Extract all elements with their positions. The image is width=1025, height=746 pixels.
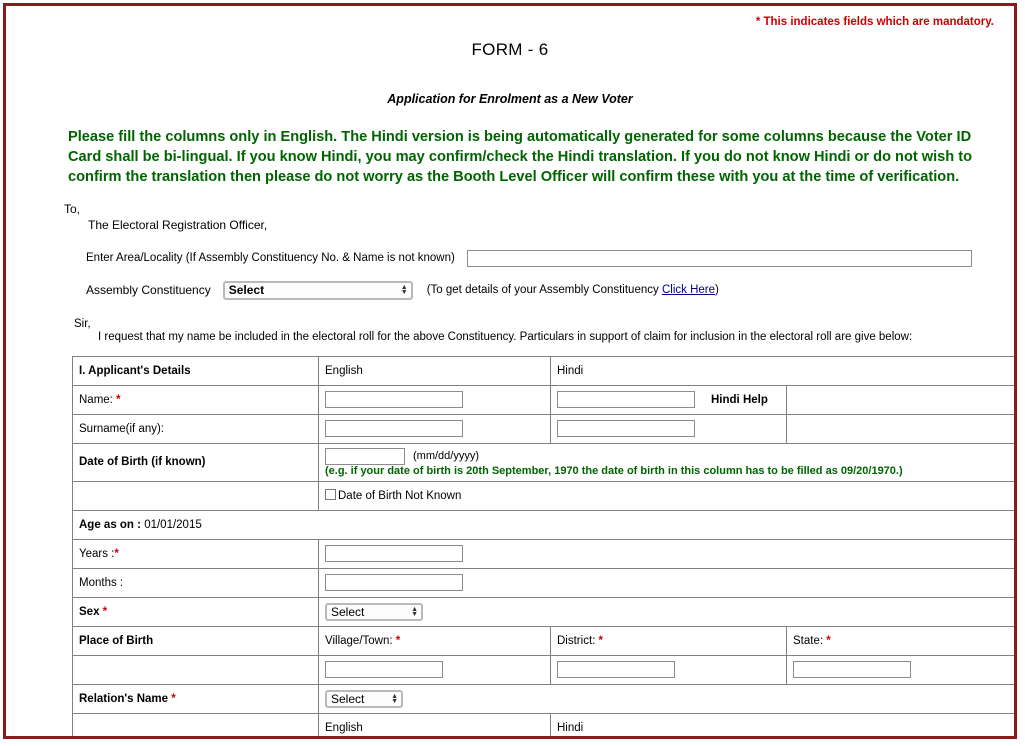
dob-example-note: (e.g. if your date of birth is 20th September, 1970 the date of birth in this column has to be filled as 09/20/1970.) xyxy=(325,464,903,477)
place-of-birth-empty-cell xyxy=(73,655,319,684)
months-label: Months : xyxy=(73,568,319,597)
table-row-relation xyxy=(73,684,1018,713)
select-arrows-icon: ▲ ▼ xyxy=(400,284,408,297)
district-input-cell xyxy=(551,655,787,684)
relation-label: Relation's Name xyxy=(79,692,169,705)
district-label: District: xyxy=(557,634,596,647)
table-row-place-of-birth-inputs xyxy=(73,655,1018,684)
dob-input[interactable] xyxy=(325,448,405,465)
assembly-constituency-help xyxy=(427,284,719,296)
dob-label: Date of Birth (if known) xyxy=(73,443,319,481)
years-required-asterisk: * xyxy=(114,547,119,560)
years-label: Years : xyxy=(79,547,115,560)
state-required-asterisk: * xyxy=(826,634,831,647)
months-input[interactable] xyxy=(325,574,463,591)
dob-format-hint: (mm/dd/yyyy) xyxy=(413,450,479,463)
name-empty-cell xyxy=(787,385,1018,414)
age-as-on-date: 01/01/2015 xyxy=(144,518,202,531)
name-hindi-cell xyxy=(551,385,787,414)
table-row-sex xyxy=(73,597,1018,626)
table-row-name xyxy=(73,385,1018,414)
form-subtitle: Application for Enrolment as a New Voter xyxy=(387,92,633,106)
hindi-help-link[interactable]: Hindi Help xyxy=(711,393,768,406)
sex-required-asterisk: * xyxy=(102,605,108,618)
district-required-asterisk: * xyxy=(598,634,604,647)
state-label: State: xyxy=(793,634,824,647)
surname-english-input[interactable] xyxy=(325,420,463,437)
english-column-header: English xyxy=(319,356,551,385)
name-label-cell xyxy=(73,385,319,414)
table-row-age-as-on xyxy=(73,510,1018,539)
ero-label: The Electoral Registration Officer, xyxy=(88,217,268,232)
relation-english-header: English xyxy=(319,713,551,739)
sex-label: Sex xyxy=(79,605,100,618)
dob-not-known-cell xyxy=(319,481,1018,510)
request-text: I request that my name be included in the electoral roll for the above Constituency. Particulars in support of claim for inclusion in the electoral roll are give below: xyxy=(98,330,913,343)
relation-selected-value: Select xyxy=(331,691,365,706)
village-input-cell xyxy=(319,655,551,684)
dob-not-known-checkbox[interactable] xyxy=(325,489,336,500)
years-input[interactable] xyxy=(325,545,463,562)
page-title: FORM - 6 xyxy=(471,40,549,59)
hindi-column-header: Hindi xyxy=(551,356,1018,385)
state-input-cell xyxy=(787,655,1018,684)
table-row-dob-not-known xyxy=(73,481,1018,510)
assembly-constituency-selected-value: Select xyxy=(228,283,265,298)
select-arrows-icon: ▲ ▼ xyxy=(391,692,398,705)
area-locality-row xyxy=(86,250,1000,267)
ac-note-after: ) xyxy=(715,284,719,297)
relation-headers-empty-cell xyxy=(73,713,319,739)
relation-label-cell xyxy=(73,684,319,713)
surname-hindi-cell xyxy=(551,414,787,443)
name-required-asterisk: * xyxy=(116,393,121,406)
name-label: Name: xyxy=(79,393,113,406)
relation-required-asterisk: * xyxy=(171,692,176,705)
district-input[interactable] xyxy=(557,661,675,678)
village-label: Village/Town: xyxy=(325,634,393,647)
relation-hindi-header: Hindi xyxy=(551,713,1018,739)
section-header-label: I. Applicant's Details xyxy=(73,356,319,385)
dob-not-known-empty-cell xyxy=(73,481,319,510)
sir-label: Sir, xyxy=(74,317,91,330)
village-label-cell xyxy=(319,626,551,655)
state-input[interactable] xyxy=(793,661,911,678)
table-row-months xyxy=(73,568,1018,597)
surname-english-cell xyxy=(319,414,551,443)
sex-select-cell xyxy=(319,597,1018,626)
table-row-dob xyxy=(73,443,1018,481)
table-row-years xyxy=(73,539,1018,568)
surname-empty-cell xyxy=(787,414,1018,443)
area-locality-label: Enter Area/Locality (If Assembly Constituency No. & Name is not known) xyxy=(86,252,455,265)
dob-not-known-label: Date of Birth Not Known xyxy=(338,490,462,503)
table-row-relation-headers xyxy=(73,713,1018,739)
select-arrows-icon: ▲ ▼ xyxy=(411,605,418,618)
surname-label: Surname(if any): xyxy=(73,414,319,443)
name-english-input[interactable] xyxy=(325,391,463,408)
sex-label-cell xyxy=(73,597,319,626)
months-input-cell xyxy=(319,568,1018,597)
sex-selected-value: Select xyxy=(331,604,365,619)
dob-input-cell xyxy=(319,443,1018,481)
age-as-on-label: Age as on : xyxy=(79,518,141,531)
sex-select[interactable] xyxy=(325,603,423,621)
name-english-cell xyxy=(319,385,551,414)
relation-select-cell xyxy=(319,684,1018,713)
table-row-surname xyxy=(73,414,1018,443)
village-required-asterisk: * xyxy=(395,634,401,647)
assembly-constituency-label: Assembly Constituency xyxy=(86,283,211,298)
area-locality-input[interactable] xyxy=(467,250,972,267)
table-row-place-of-birth-headers xyxy=(73,626,1018,655)
to-label: To, xyxy=(64,201,81,216)
district-label-cell xyxy=(551,626,787,655)
surname-hindi-input[interactable] xyxy=(557,420,695,437)
ac-note-before: (To get details of your Assembly Constituency xyxy=(426,284,662,297)
form-page-frame xyxy=(3,3,1017,739)
click-here-link[interactable]: Click Here xyxy=(661,284,715,297)
mandatory-fields-note: * This indicates fields which are mandatory. xyxy=(755,16,994,28)
state-label-cell xyxy=(787,626,1018,655)
assembly-constituency-row xyxy=(86,281,1000,300)
age-as-on-cell xyxy=(73,510,1018,539)
place-of-birth-label: Place of Birth xyxy=(73,626,319,655)
table-header-row xyxy=(73,356,1018,385)
years-label-cell xyxy=(73,539,319,568)
village-input[interactable] xyxy=(325,661,443,678)
name-hindi-input[interactable] xyxy=(557,391,695,408)
relation-select[interactable] xyxy=(325,690,403,708)
applicant-details-table xyxy=(72,356,1017,739)
language-instruction-note: Please fill the columns only in English. The Hindi version is being automatically generated for some columns because the Voter ID Card shall be bi-lingual. If you know Hindi, you may confirm/check the Hindi translation. If you do not know Hindi or do not wish to confirm the translation then please do not worry as the Booth Level Officer will confirm these with you at the time of verification. xyxy=(68,129,973,185)
assembly-constituency-select[interactable] xyxy=(223,281,413,300)
years-input-cell xyxy=(319,539,1018,568)
